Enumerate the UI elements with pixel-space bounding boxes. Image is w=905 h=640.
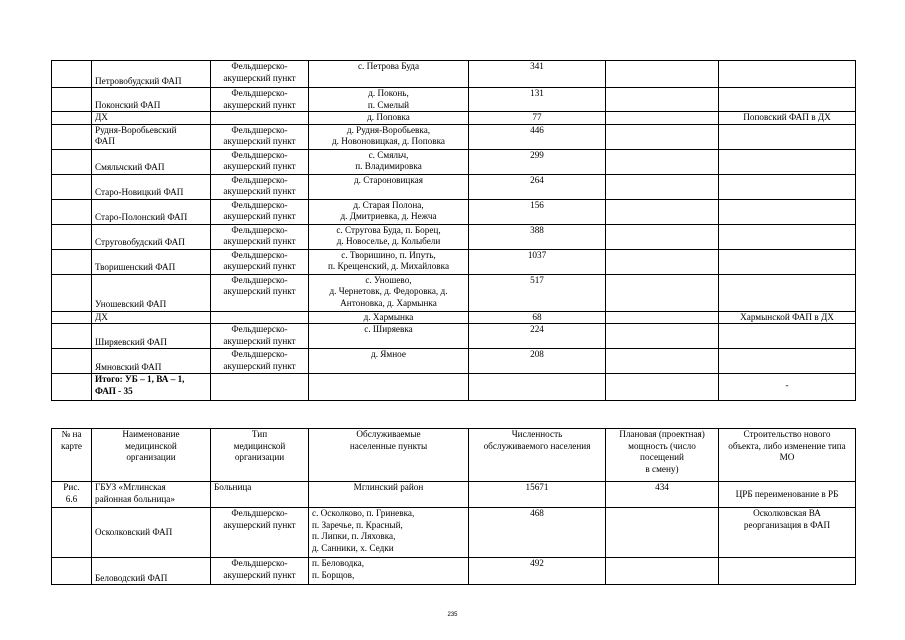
cell-organization-name: Смяльчский ФАП [92,149,211,174]
cell-change [719,174,856,199]
cell-change: - [719,374,856,401]
cell-map-number [52,174,92,199]
cell-served-settlements: с. Ширяевка [309,324,469,349]
header-map-number: № на карте [52,429,92,482]
cell-map-number [52,224,92,249]
table-row [52,482,856,508]
cell-change [719,124,856,149]
cell-change [719,224,856,249]
cell-population: 224 [469,324,606,349]
cell-served-settlements: с. Осколково, п. Гриневка, п. Заречье, п. Красный, п. Липки, п. Ляховка, д. Санники, х. Седки [309,508,469,558]
cell-change [719,558,856,585]
cell-organization-type: Фельдшерско- акушерский пункт [211,199,309,224]
table-row [52,199,856,224]
cell-organization-type: Фельдшерско- акушерский пункт [211,149,309,174]
cell-served-settlements: с. Уношево, д. Чернетовк, д. Федоровка, д. Антоновка, д. Хармынка [309,274,469,311]
cell-population: 492 [469,558,606,585]
table-row [52,324,856,349]
cell-served-settlements: д. Староновицкая [309,174,469,199]
cell-capacity [606,324,719,349]
cell-population: 156 [469,199,606,224]
cell-capacity [606,349,719,374]
cell-map-number [52,311,92,324]
cell-capacity [606,174,719,199]
cell-organization-type [211,311,309,324]
cell-organization-name: Струговобудский ФАП [92,224,211,249]
cell-change [719,249,856,274]
cell-map-number [52,508,92,558]
cell-capacity [606,149,719,174]
cell-organization-name: Беловодский ФАП [92,558,211,585]
cell-served-settlements: п. Беловодка, п. Борщов, [309,558,469,585]
cell-capacity [606,112,719,125]
cell-organization-name: ГБУЗ «Мглинская районная больница» [92,482,211,508]
header-organization-name: Наименование медицинской организации [92,429,211,482]
cell-map-number [52,199,92,224]
cell-capacity [606,88,719,112]
cell-map-number [52,374,92,401]
cell-population: 341 [469,61,606,88]
cell-map-number [52,112,92,125]
cell-organization-name: Петровобудский ФАП [92,61,211,88]
cell-population [469,374,606,401]
cell-change: Поповский ФАП в ДХ [719,112,856,125]
header-capacity: Плановая (проектная) мощность (число посещений в смену) [606,429,719,482]
cell-population: 77 [469,112,606,125]
cell-change [719,149,856,174]
cell-map-number [52,349,92,374]
cell-served-settlements: с. Петрова Буда [309,61,469,88]
page-number: 235 [447,612,458,618]
cell-organization-name: Ширяевский ФАП [92,324,211,349]
cell-organization-name: Осколковский ФАП [92,508,211,558]
table-row [52,274,856,311]
cell-organization-type: Фельдшерско- акушерский пункт [211,349,309,374]
cell-organization-name: Поконский ФАП [92,88,211,112]
cell-map-number [52,61,92,88]
cell-change [719,199,856,224]
cell-organization-type [211,112,309,125]
cell-population: 131 [469,88,606,112]
table-row [52,112,856,125]
cell-organization-type: Фельдшерско- акушерский пункт [211,324,309,349]
cell-organization-name: Старо-Полонский ФАП [92,199,211,224]
cell-population: 388 [469,224,606,249]
cell-population: 264 [469,174,606,199]
cell-served-settlements: д. Поконь, п. Смелый [309,88,469,112]
table-row [52,88,856,112]
cell-organization-type: Фельдшерско- акушерский пункт [211,508,309,558]
cell-served-settlements [309,374,469,401]
cell-organization-type: Фельдшерско- акушерский пункт [211,224,309,249]
cell-organization-name: Творишенский ФАП [92,249,211,274]
cell-population: 1037 [469,249,606,274]
cell-change: ЦРБ переименование в РБ [719,482,856,508]
cell-change [719,88,856,112]
cell-population: 299 [469,149,606,174]
cell-served-settlements: Мглинский район [309,482,469,508]
cell-map-number [52,324,92,349]
header-change: Строительство нового объекта, либо изменение типа МО [719,429,856,482]
cell-population: 446 [469,124,606,149]
header-served-settlements: Обслуживаемые населенные пункты [309,429,469,482]
cell-served-settlements: с. Смяльч, п. Владимировка [309,149,469,174]
cell-organization-type: Фельдшерско- акушерский пункт [211,274,309,311]
table-row [52,249,856,274]
table-row [52,311,856,324]
cell-organization-type: Фельдшерско- акушерский пункт [211,124,309,149]
cell-served-settlements: д. Хармынка [309,311,469,324]
cell-organization-type: Фельдшерско- акушерский пункт [211,88,309,112]
cell-population: 468 [469,508,606,558]
cell-capacity [606,274,719,311]
cell-map-number [52,249,92,274]
cell-population: 208 [469,349,606,374]
table-row [52,508,856,558]
total-label: Итого: УБ – 1, ВА – 1, ФАП - 35 [92,374,211,401]
cell-organization-type: Фельдшерско- акушерский пункт [211,61,309,88]
cell-capacity: 434 [606,482,719,508]
cell-served-settlements: с. Творишино, п. Ипуть, п. Крещенский, д. Михайловка [309,249,469,274]
cell-population: 15671 [469,482,606,508]
cell-change [719,349,856,374]
cell-served-settlements: д. Старая Полона, д. Дмитриевка, д. Нежча [309,199,469,224]
cell-capacity [606,374,719,401]
cell-capacity [606,61,719,88]
cell-organization-type: Фельдшерско- акушерский пункт [211,249,309,274]
cell-capacity [606,124,719,149]
table-row [52,61,856,88]
table-row [52,224,856,249]
cell-change [719,324,856,349]
cell-capacity [606,311,719,324]
cell-population: 68 [469,311,606,324]
cell-change [719,61,856,88]
cell-served-settlements: д. Рудня-Воробьевка, д. Новоновицкая, д. Поповка [309,124,469,149]
cell-change: Хармынской ФАП в ДХ [719,311,856,324]
cell-served-settlements: д. Поповка [309,112,469,125]
cell-organization-name: ДХ [92,311,211,324]
cell-organization-type: Больница [211,482,309,508]
cell-organization-name: Ямновский ФАП [92,349,211,374]
table-row [52,558,856,585]
cell-organization-name: ДХ [92,112,211,125]
facilities-table [51,428,856,585]
cell-served-settlements: д. Ямное [309,349,469,374]
facilities-table-continued [51,60,856,401]
table-row [52,174,856,199]
cell-organization-name: Старо-Новицкий ФАП [92,174,211,199]
cell-organization-type [211,374,309,401]
cell-organization-name: Уношевский ФАП [92,274,211,311]
cell-population: 517 [469,274,606,311]
cell-change: Осколковская ВА реорганизация в ФАП [719,508,856,558]
cell-capacity [606,199,719,224]
table-header-row [52,429,856,482]
cell-map-number [52,124,92,149]
cell-map-number [52,149,92,174]
table-row [52,349,856,374]
cell-organization-type: Фельдшерско- акушерский пункт [211,174,309,199]
table-row [52,124,856,149]
cell-capacity [606,508,719,558]
cell-map-number [52,274,92,311]
cell-organization-name: Рудня-Воробьевский ФАП [92,124,211,149]
header-organization-type: Тип медицинской организации [211,429,309,482]
cell-capacity [606,224,719,249]
table-row [52,149,856,174]
cell-capacity [606,558,719,585]
cell-served-settlements: с. Стругова Буда, п. Борец, д. Новоселье, д. Колыбели [309,224,469,249]
cell-map-number: Рис. 6.6 [52,482,92,508]
cell-change [719,274,856,311]
cell-map-number [52,558,92,585]
cell-map-number [52,88,92,112]
cell-capacity [606,249,719,274]
cell-organization-type: Фельдшерско- акушерский пункт [211,558,309,585]
total-row [52,374,856,401]
header-population: Численность обслуживаемого населения [469,429,606,482]
